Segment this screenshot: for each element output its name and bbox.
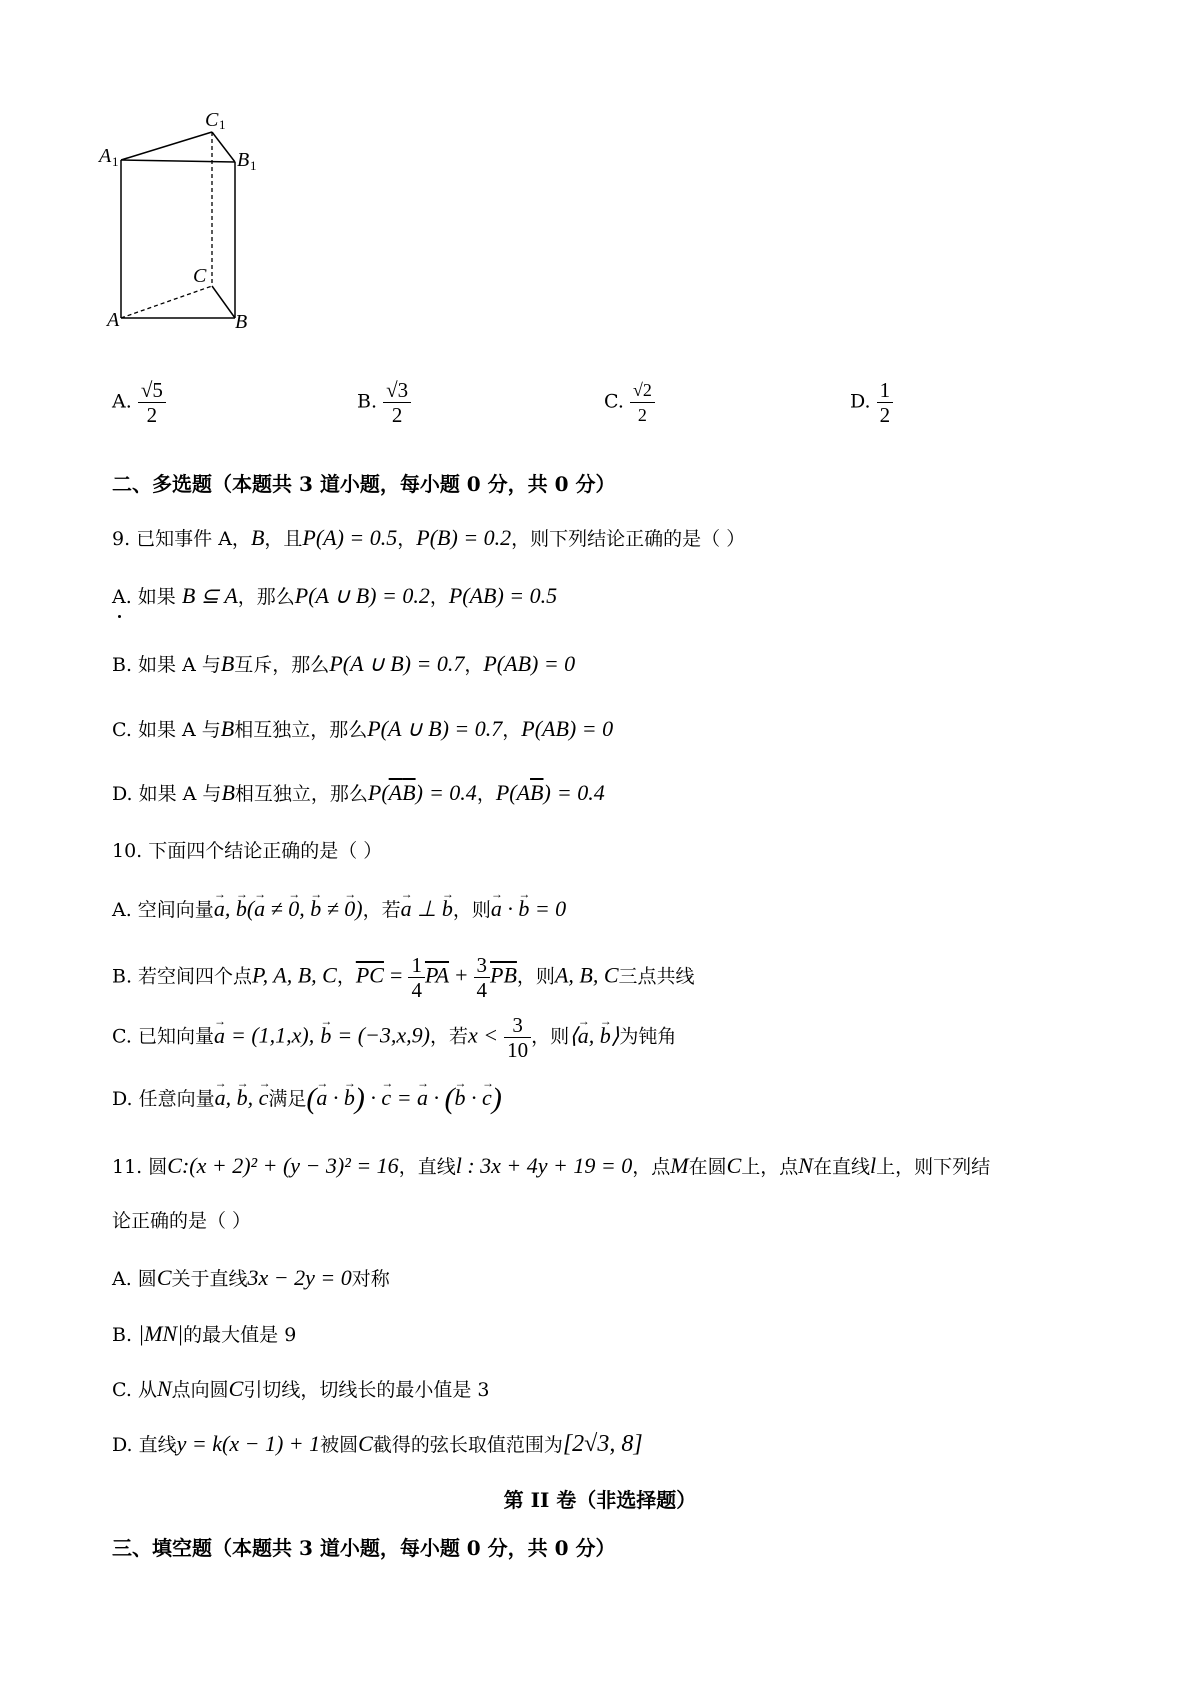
edge-C-B [212,286,235,318]
edge-A-C-hidden [121,286,212,318]
q11-option-a[interactable]: A. 圆C关于直线3x − 2y = 0对称 [112,1265,390,1290]
edge-A1-C1 [121,132,212,160]
q10-option-c[interactable]: C. 已知向量→ a = (1,1,x), → b = (−3,x,9)，若x < $\frac{3}{10}$ ，则⟨→ a, → b⟩为钝角 [112,1013,676,1062]
q9-stem: 9. 已知事件 A，B，且P(A) = 0.5，P(B) = 0.2，则下列结论正确的是（ ） [112,525,746,550]
q8-option-a[interactable]: A. $\frac{√5}{2}$ [112,378,166,427]
label-C1-sub: 1 [219,117,226,132]
q10-option-a[interactable]: A. 空间向量→ a, → b(→ a ≠ → 0, → b ≠ → 0)，若→ a ⊥ → b，则→ a · → b = 0 [112,893,566,926]
part2-title: 第 II 卷（非选择题） [503,1488,697,1512]
label-B: B [235,311,248,333]
label-C1: C [205,109,219,131]
prism-figure [99,109,275,340]
q10-stem: 10. 下面四个结论正确的是（ ） [112,840,383,862]
q11-stem-line1: 11. 圆C:(x + 2)² + (y − 3)² = 16，直线l : 3x + 4y + 19 = 0，点M在圆C上，点N在直线l上，则下列结 [112,1153,991,1178]
label-A1: A [99,145,112,167]
label-A: A [107,309,120,331]
q8-option-b[interactable]: B. $\frac{√3}{2}$ [357,378,411,427]
q9-option-a[interactable]: A. 如果 B ⊆ A，那么P(A ∪ B) = 0.2，P(AB) = 0.5 [112,583,558,608]
q10-option-d[interactable]: D. 任意向量→ a, → b, → c满足(→ a · → b) · → c = → a · (→ b · → c) [112,1082,502,1115]
label-C: C [193,265,207,287]
label-A1-sub: 1 [112,154,119,169]
bullet-dot [118,615,121,618]
q10-option-b[interactable]: B. 若空间四个点P, A, B, C，$\overline{PC}$ = $\frac{1}{4}$ $\overline{PA}$ + $\frac{3}{4}$ $\overline{PB}$，则A, B, C三点共线 [112,953,695,1002]
q11-stem-line2: 论正确的是（ ） [112,1210,252,1232]
q8-option-c[interactable]: C. $\frac{√2}{2}$ [604,378,655,427]
section2-heading: 二、多选题（本题共 3 道小题，每小题 0 分，共 0 分） [112,472,616,496]
label-B1: B [237,149,250,171]
q8-option-d[interactable]: D. $\frac{1}{2}$ [850,378,893,427]
q9-option-b[interactable]: B. 如果 A 与B互斥，那么P(A ∪ B) = 0.7，P(AB) = 0 [112,651,576,676]
q11-option-b[interactable]: B. |MN|的最大值是 9 [112,1321,297,1346]
q11-option-d[interactable]: D. 直线y = k(x − 1) + 1被圆C截得的弦长取值范围为[2√3, 8] [112,1431,643,1457]
label-B1-sub: 1 [250,158,257,173]
q11-option-c[interactable]: C. 从N点向圆C引切线，切线长的最小值是 3 [112,1376,490,1401]
q9-option-d[interactable]: D. 如果 A 与B相互独立，那么$P(\overline{A}\overline{B}) = 0.4$，$P(A\overline{B}) = 0.4$ [112,780,605,805]
edge-C1-B1 [212,132,235,162]
edge-A1-B1 [121,160,235,162]
section3-heading: 三、填空题（本题共 3 道小题，每小题 0 分，共 0 分） [112,1536,616,1560]
q9-option-c[interactable]: C. 如果 A 与B相互独立，那么P(A ∪ B) = 0.7，P(AB) = 0 [112,716,614,741]
